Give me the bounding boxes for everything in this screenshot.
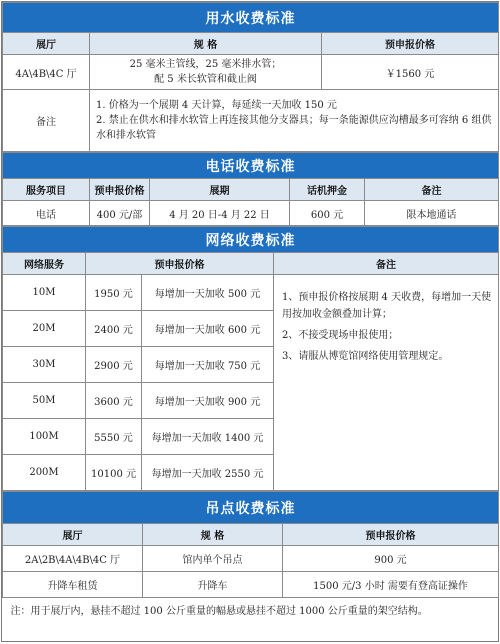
hanging-hall: 2A\2B\4A\4B\4C 厅	[3, 546, 143, 572]
phone-table	[2, 152, 499, 226]
phone-period: 4 月 20 日-4 月 22 日	[150, 201, 290, 226]
hanging-hall: 升降车租赁	[3, 572, 143, 598]
network-service: 20M	[3, 311, 86, 347]
network-remark-2: 2、不接受现场申报使用；	[282, 330, 399, 341]
water-spec	[90, 55, 322, 90]
network-header-remark: 备注	[274, 253, 499, 275]
price-sheet	[1, 1, 499, 642]
phone-header-period: 展期	[150, 179, 290, 201]
network-price: 2400 元	[86, 311, 142, 347]
phone-header-remark: 备注	[365, 179, 499, 201]
water-notes-label: 备注	[3, 90, 90, 152]
network-service: 30M	[3, 347, 86, 383]
phone-deposit: 600 元	[290, 201, 365, 226]
water-note-1: 1. 价格为一个展期 4 天计算，每延续一天加收 150 元	[96, 100, 337, 111]
hanging-spec: 馆内单个吊点	[143, 546, 283, 572]
network-title: 网络收费标准	[3, 227, 499, 253]
water-header-hall: 展厅	[3, 33, 90, 55]
network-service: 100M	[3, 419, 86, 455]
hanging-header-spec: 规 格	[143, 524, 283, 546]
water-table	[2, 2, 499, 152]
hanging-spec: 升降车	[143, 572, 283, 598]
phone-header-price: 预申报价格	[90, 179, 150, 201]
network-price: 3600 元	[86, 383, 142, 419]
hanging-price: 1500 元/3 小时 需要有登高证操作	[283, 572, 499, 598]
network-price: 10100 元	[86, 455, 142, 491]
phone-header-item: 服务项目	[3, 179, 90, 201]
hanging-footnote: 注：用于展厅内，悬挂不超过 100 公斤重量的幅悬或悬挂不超过 1000 公斤重量的架空结构。	[10, 606, 428, 618]
network-header-service: 网络服务	[3, 253, 86, 275]
water-price: ￥1560 元	[322, 55, 499, 90]
phone-remark: 限本地通话	[365, 201, 499, 226]
hanging-table	[2, 491, 499, 622]
phone-header-deposit: 话机押金	[290, 179, 365, 201]
network-service: 10M	[3, 275, 86, 311]
network-price: 2900 元	[86, 347, 142, 383]
network-extra: 每增加一天加收 900 元	[142, 383, 274, 419]
water-title: 用水收费标准	[3, 3, 499, 33]
hanging-price: 900 元	[283, 546, 499, 572]
network-price: 1950 元	[86, 275, 142, 311]
network-extra: 每增加一天加收 600 元	[142, 311, 274, 347]
hanging-header-price: 预申报价格	[283, 524, 499, 546]
network-remark-1: 1、预申报价格按展期 4 天收费，每增加一天使用按加收金额叠加计算；	[282, 292, 492, 320]
network-service: 200M	[3, 455, 86, 491]
water-note-2: 2. 禁止在供水和排水软管上再连接其他分支器具；每一条能源供应沟槽最多可容纳 6 组供水和排水软管	[96, 115, 492, 141]
water-header-price: 预申报价格	[322, 33, 499, 55]
network-extra: 每增加一天加收 2550 元	[142, 455, 274, 491]
water-hall: 4A\4B\4C 厅	[3, 55, 90, 90]
phone-item: 电话	[3, 201, 90, 226]
water-spec-line-1: 25 毫米主管线，25 毫米排水管；	[129, 59, 282, 70]
network-table	[2, 226, 499, 491]
phone-title: 电话收费标准	[3, 153, 499, 179]
water-header-spec: 规 格	[90, 33, 322, 55]
water-spec-line-2: 配 5 米长软管和截止阀	[154, 74, 257, 85]
network-extra: 每增加一天加收 750 元	[142, 347, 274, 383]
network-remarks	[274, 275, 499, 491]
network-header-price: 预申报价格	[86, 253, 274, 275]
network-remark-3: 3、请服从博览馆网络使用管理规定。	[282, 351, 449, 362]
network-service: 50M	[3, 383, 86, 419]
hanging-header-hall: 展厅	[3, 524, 143, 546]
hanging-title: 吊点收费标准	[3, 492, 499, 524]
network-extra: 每增加一天加收 1400 元	[142, 419, 274, 455]
network-price: 5550 元	[86, 419, 142, 455]
water-notes	[90, 90, 499, 152]
network-extra: 每增加一天加收 500 元	[142, 275, 274, 311]
phone-price: 400 元/部	[90, 201, 150, 226]
